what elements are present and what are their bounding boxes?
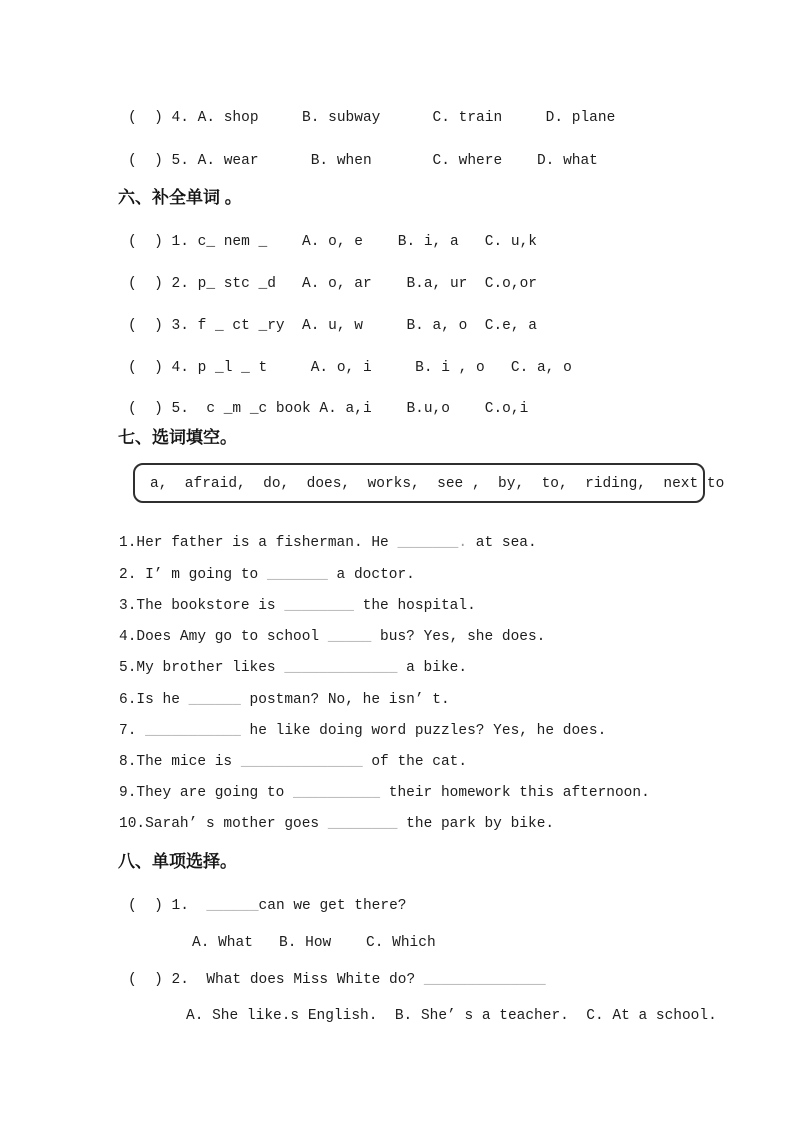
sentence-9: 9.They are going to __________ their homework this afternoon. (119, 785, 650, 801)
question-1-stem: ( ) 1. ______can we get there? (128, 898, 407, 914)
sentence-8: 8.The mice is ______________ of the cat. (119, 754, 468, 770)
word-item-1: ( ) 1. c_ nem _ A. o, e B. i, a C. u,k (128, 234, 537, 250)
sentence-4: 4.Does Amy go to school _____ bus? Yes, she does. (119, 629, 546, 645)
choice-row-4: ( ) 4. A. shop B. subway C. train D. plane (128, 110, 616, 126)
section7-title: 七、选词填空。 (118, 428, 237, 447)
sentence-2: 2. I’ m going to _______ a doctor. (119, 567, 415, 583)
question-2-stem: ( ) 2. What does Miss White do? ______________ (128, 972, 546, 988)
sentence-1: 1.Her father is a fisherman. He _______. at sea. (119, 535, 537, 551)
word-bank-words: a, afraid, do, does, works, see , by, to, riding, next to (150, 476, 725, 492)
word-item-4: ( ) 4. p _l _ t A. o, i B. i , o C. a, o (128, 360, 572, 376)
sentence-6: 6.Is he ______ postman? No, he isn’ t. (119, 692, 450, 708)
word-item-5: ( ) 5. c _m _c book A. a,i B.u,o C.o,i (128, 401, 529, 417)
word-bank-box (133, 463, 725, 503)
question-1-options: A. What B. How C. Which (192, 935, 436, 951)
sentence-10: 10.Sarah’ s mother goes ________ the park by bike. (119, 816, 555, 832)
word-item-2: ( ) 2. p_ stc _d A. o, ar B.a, ur C.o,or (128, 276, 537, 292)
sentence-7: 7. ___________ he like doing word puzzles? Yes, he does. (119, 723, 607, 739)
word-item-3: ( ) 3. f _ ct _ry A. u, w B. a, o C.e, a (128, 318, 537, 334)
sentence-5: 5.My brother likes _____________ a bike. (119, 660, 468, 676)
question-2-options: A. She like.s English. B. She’ s a teacher. C. At a school. (186, 1008, 717, 1024)
section8-title: 八、单项选择。 (118, 852, 237, 871)
section6-title: 六、补全单词 。 (118, 188, 242, 207)
sentence-3: 3.The bookstore is ________ the hospital. (119, 598, 476, 614)
choice-row-5: ( ) 5. A. wear B. when C. where D. what (128, 153, 598, 169)
